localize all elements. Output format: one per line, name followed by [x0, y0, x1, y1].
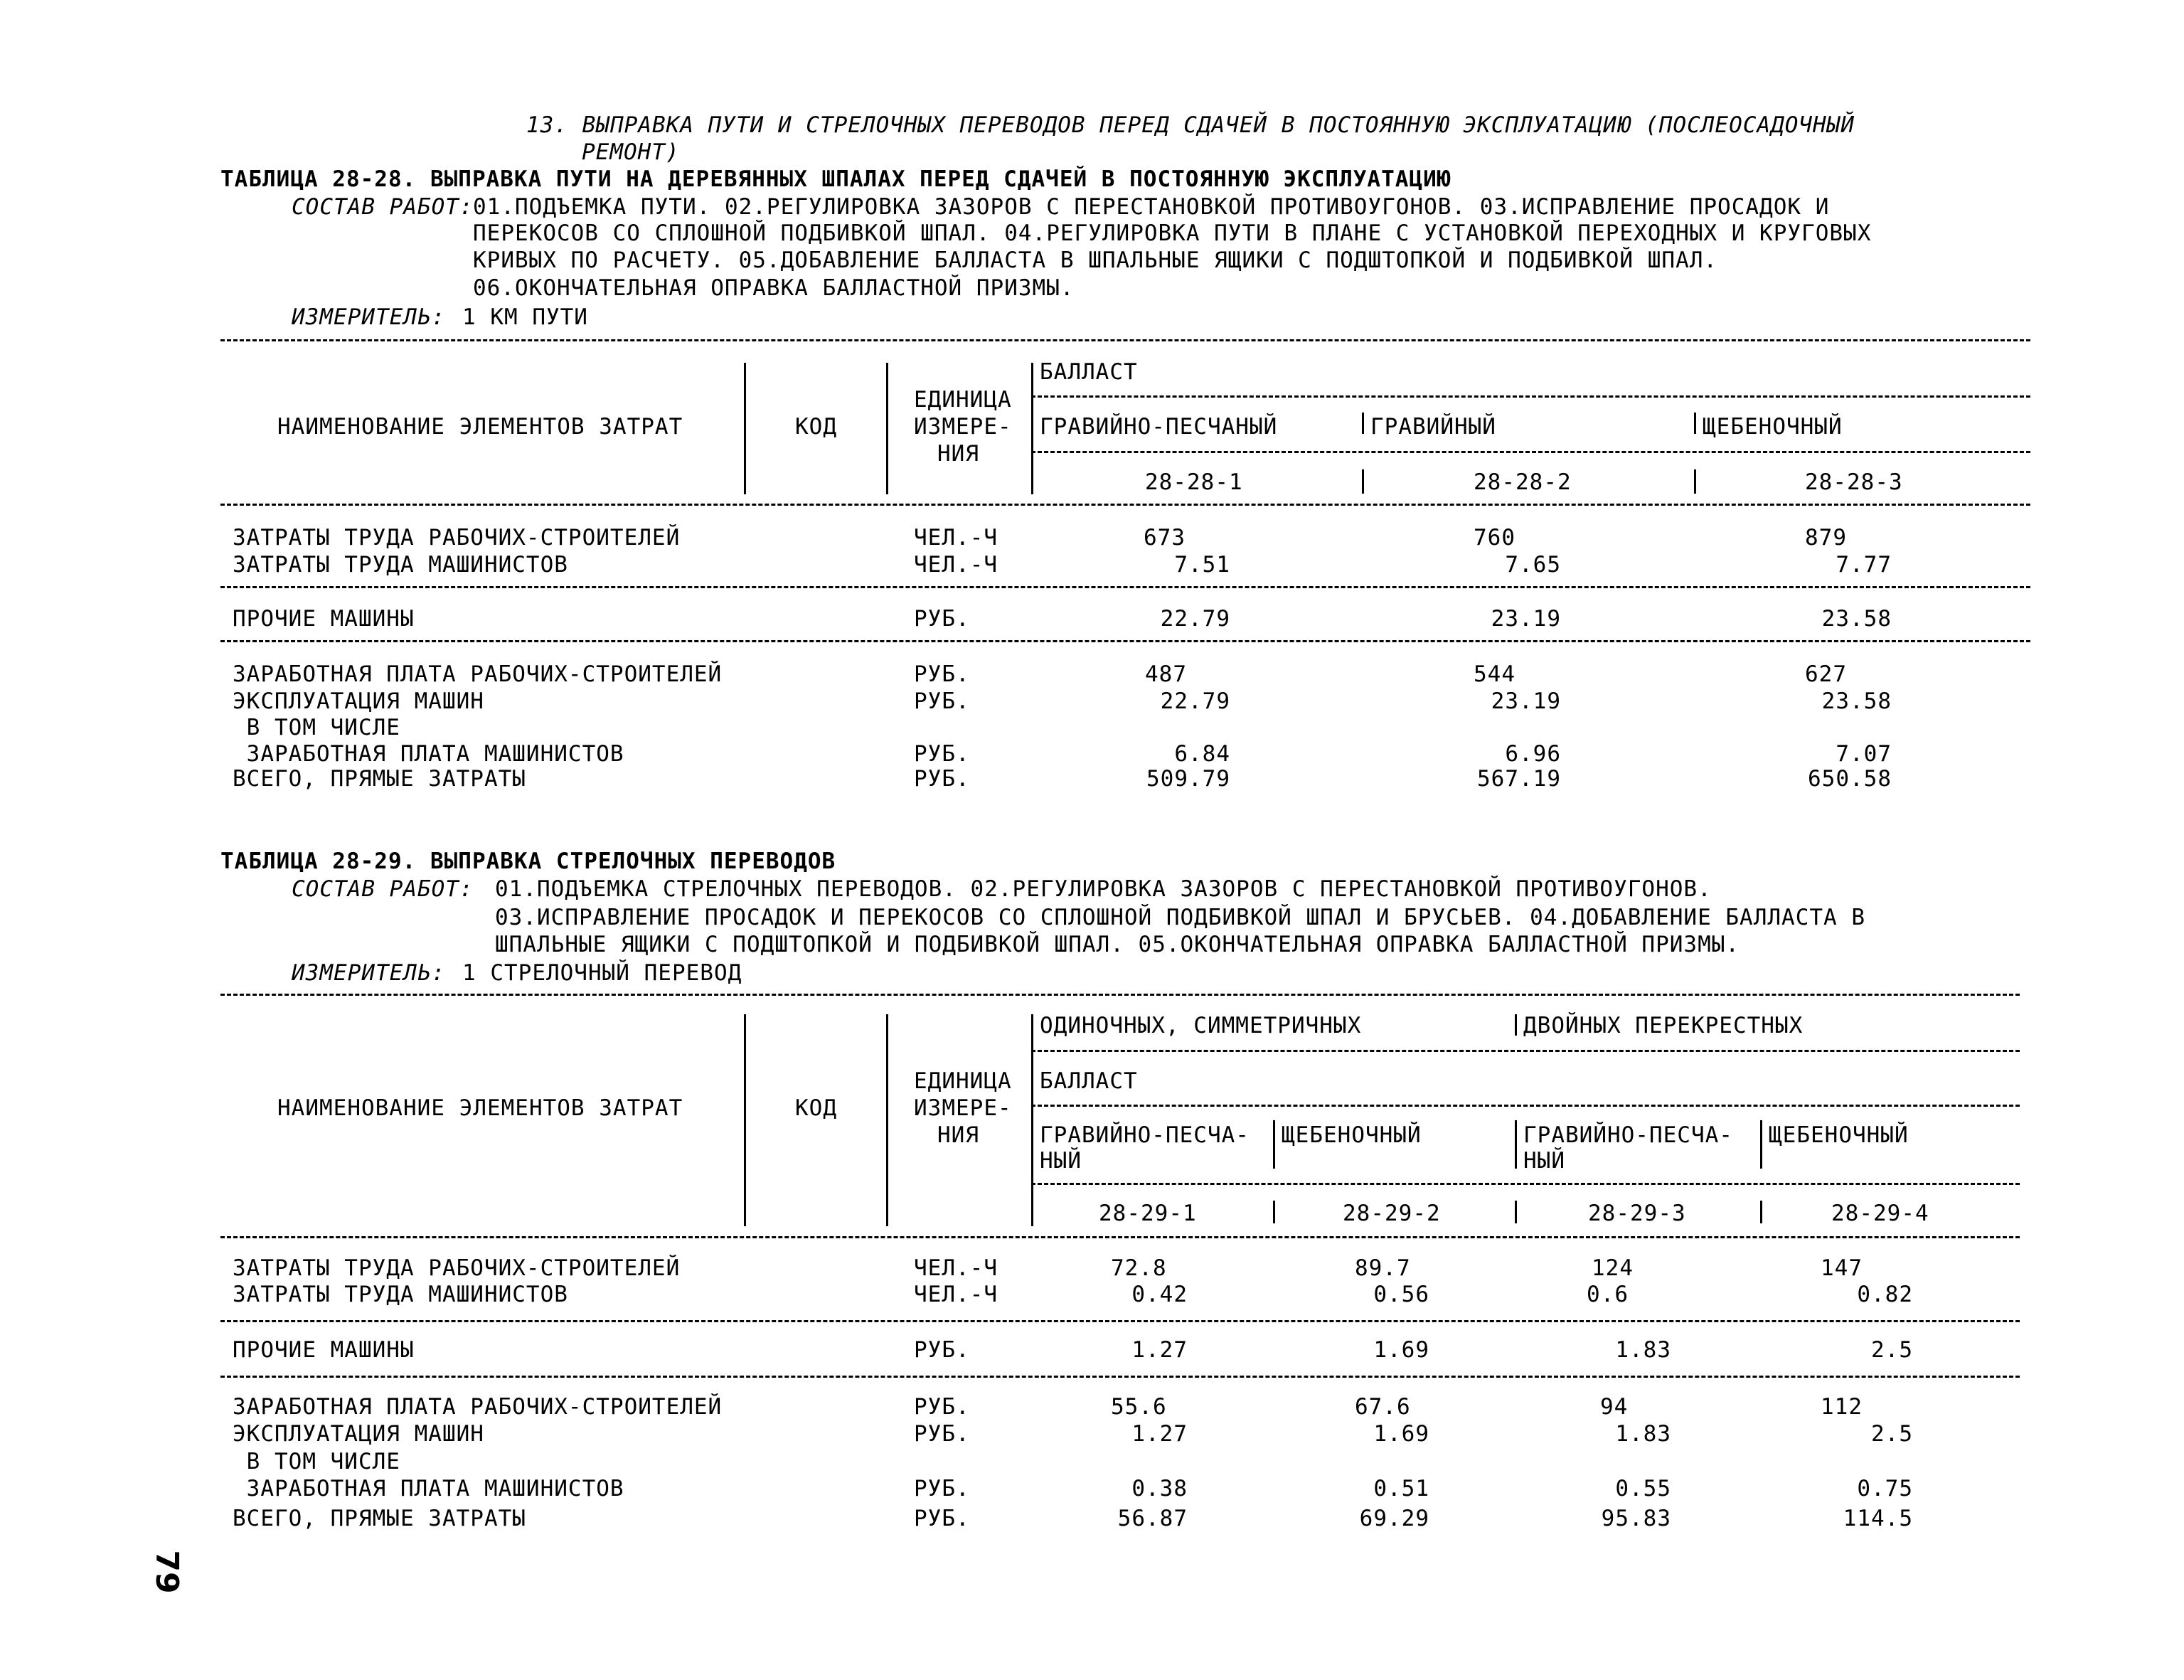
table2-rule-top	[220, 994, 2020, 996]
table2-type-header: НЫЙ	[1040, 1148, 1082, 1174]
table1-izmer-value: 1 КМ ПУТИ	[462, 304, 588, 330]
row-name: ЭКСПЛУАТАЦИЯ МАШИН	[233, 1421, 484, 1447]
row-value: 0.82	[1857, 1282, 1913, 1307]
table2-col-divider	[1031, 1014, 1033, 1226]
row-value: 114.5	[1843, 1506, 1913, 1531]
table2-col-divider	[1515, 1014, 1517, 1036]
table2-izmer-value: 1 СТРЕЛОЧНЫЙ ПЕРЕВОД	[462, 960, 742, 986]
table1-col-unit: ИЗМЕРЕ-	[914, 414, 1012, 440]
table1-col-name: НАИМЕНОВАНИЕ ЭЛЕМЕНТОВ ЗАТРАТ	[277, 414, 683, 440]
table2-sostav-line: 03.ИСПРАВЛЕНИЕ ПРОСАДОК И ПЕРЕКОСОВ СО СПЛОШНОЙ ПОДБИВКОЙ ШПАЛ И БРУСЬЕВ. 04.ДОБАВЛЕНИЕ БАЛЛАСТА В	[495, 905, 1866, 930]
row-value: 112	[1821, 1394, 1863, 1420]
table2-group-header: ДВОЙНЫХ ПЕРЕКРЕСТНЫХ	[1523, 1013, 1804, 1038]
row-value: 23.58	[1821, 689, 1892, 714]
table2-izmer-label: ИЗМЕРИТЕЛЬ:	[292, 960, 446, 986]
row-unit: РУБ.	[914, 689, 970, 714]
row-value: 7.51	[1174, 552, 1230, 578]
table1-col-divider	[1694, 413, 1696, 434]
table2-code: 28-29-1	[1099, 1201, 1197, 1226]
row-value: 72.8	[1111, 1255, 1167, 1281]
row-name: В ТОМ ЧИСЛЕ	[233, 715, 400, 740]
table2-col-divider	[1515, 1120, 1517, 1169]
row-unit: РУБ.	[914, 741, 970, 767]
table2-col-unit: НИЯ	[937, 1122, 979, 1148]
row-value: 23.58	[1821, 606, 1892, 632]
row-unit: РУБ.	[914, 1337, 970, 1363]
row-value: 0.56	[1373, 1282, 1429, 1307]
row-unit: РУБ.	[914, 1421, 970, 1447]
table2-col-kod: КОД	[795, 1095, 837, 1121]
row-value: 67.6	[1355, 1394, 1411, 1420]
table2-type-header: ГРАВИЙНО-ПЕСЧА-	[1040, 1122, 1250, 1148]
row-value: 94	[1600, 1394, 1629, 1420]
row-value: 7.65	[1505, 552, 1561, 578]
row-value: 95.83	[1601, 1506, 1671, 1531]
table2-col-divider	[1760, 1120, 1762, 1169]
row-value: 544	[1474, 661, 1516, 687]
table2-col-divider	[1760, 1201, 1762, 1223]
table2-col-divider	[1515, 1201, 1517, 1223]
table1-type-header: ГРАВИЙНО-ПЕСЧАНЫЙ	[1040, 414, 1278, 440]
table1-ballast-header: БАЛЛАСТ	[1040, 359, 1138, 385]
table2-sostav-line: ШПАЛЬНЫЕ ЯЩИКИ С ПОДШТОПКОЙ И ПОДБИВКОЙ ШПАЛ. 05.ОКОНЧАТЕЛЬНАЯ ОПРАВКА БАЛЛАСТНОЙ ПРИЗМЫ.	[495, 932, 1740, 957]
row-unit: РУБ.	[914, 661, 970, 687]
page-number: 79	[149, 1550, 185, 1594]
row-unit: РУБ.	[914, 1506, 970, 1531]
row-value: 879	[1805, 525, 1847, 551]
row-value: 23.19	[1491, 689, 1561, 714]
table2-sostav-line: 01.ПОДЪЕМКА СТРЕЛОЧНЫХ ПЕРЕВОДОВ. 02.РЕГУЛИРОВКА ЗАЗОРОВ С ПЕРЕСТАНОВКОЙ ПРОТИВОУГОНОВ.	[495, 876, 1712, 902]
row-value: 6.96	[1505, 741, 1561, 767]
row-name: ПРОЧИЕ МАШИНЫ	[233, 606, 415, 632]
table2-sostav-label: СОСТАВ РАБОТ:	[292, 876, 474, 902]
row-value: 1.83	[1615, 1421, 1671, 1447]
table1-col-divider	[744, 363, 746, 494]
table2-col-divider	[1273, 1201, 1275, 1223]
table2-col-name: НАИМЕНОВАНИЕ ЭЛЕМЕНТОВ ЗАТРАТ	[277, 1095, 683, 1121]
table2-rule-group	[1031, 1050, 2020, 1052]
row-value: 89.7	[1355, 1255, 1411, 1281]
row-value: 487	[1145, 661, 1187, 687]
row-value: 1.69	[1373, 1337, 1429, 1363]
table2-col-divider	[1273, 1120, 1275, 1169]
table2-code: 28-29-4	[1831, 1201, 1929, 1226]
table1-type-header: ГРАВИЙНЫЙ	[1370, 414, 1496, 440]
row-name: ВСЕГО, ПРЯМЫЕ ЗАТРАТЫ	[233, 1506, 526, 1531]
row-name: В ТОМ ЧИСЛЕ	[233, 1449, 400, 1474]
row-value: 55.6	[1111, 1394, 1167, 1420]
table1-sostav-line: 01.ПОДЪЕМКА ПУТИ. 02.РЕГУЛИРОВКА ЗАЗОРОВ С ПЕРЕСТАНОВКОЙ ПРОТИВОУГОНОВ. 03.ИСПРАВЛЕНИЕ ПРОСАДОК И	[473, 194, 1830, 220]
table2-title: ТАБЛИЦА 28-29. ВЫПРАВКА СТРЕЛОЧНЫХ ПЕРЕВОДОВ	[220, 849, 836, 874]
row-name: ЗАРАБОТНАЯ ПЛАТА РАБОЧИХ-СТРОИТЕЛЕЙ	[233, 1394, 723, 1420]
table2-type-header: ГРАВИЙНО-ПЕСЧА-	[1523, 1122, 1733, 1148]
row-value: 22.79	[1160, 689, 1230, 714]
row-value: 2.5	[1871, 1421, 1913, 1447]
row-value: 0.42	[1131, 1282, 1188, 1307]
table1-izmer-label: ИЗМЕРИТЕЛЬ:	[292, 304, 446, 330]
row-value: 650.58	[1808, 766, 1892, 792]
table2-rule-group2	[220, 1376, 2020, 1378]
table2-code: 28-29-3	[1588, 1201, 1686, 1226]
row-unit: ЧЕЛ.-Ч	[914, 552, 998, 578]
row-value: 22.79	[1160, 606, 1230, 632]
table1-type-header: ЩЕБЕНОЧНЫЙ	[1703, 414, 1843, 440]
row-name: ЗАТРАТЫ ТРУДА РАБОЧИХ-СТРОИТЕЛЕЙ	[233, 1255, 681, 1281]
table1-sostav-line: 06.ОКОНЧАТЕЛЬНАЯ ОПРАВКА БАЛЛАСТНОЙ ПРИЗМЫ.	[473, 275, 1075, 301]
row-value: 0.55	[1615, 1476, 1671, 1501]
row-unit: РУБ.	[914, 1476, 970, 1501]
row-value: 6.84	[1174, 741, 1230, 767]
table1-sostav-line: КРИВЫХ ПО РАСЧЕТУ. 05.ДОБАВЛЕНИЕ БАЛЛАСТА В ШПАЛЬНЫЕ ЯЩИКИ С ПОДШТОПКОЙ И ПОДБИВКОЙ ШПАЛ.	[473, 248, 1718, 273]
table2-rule-codes	[1031, 1183, 2020, 1185]
row-value: 7.77	[1836, 552, 1892, 578]
row-value: 124	[1592, 1255, 1634, 1281]
row-value: 0.6	[1587, 1282, 1629, 1307]
row-value: 760	[1474, 525, 1516, 551]
row-value: 23.19	[1491, 606, 1561, 632]
row-value: 627	[1805, 661, 1847, 687]
row-value: 56.87	[1117, 1506, 1188, 1531]
row-unit: РУБ.	[914, 606, 970, 632]
row-name: ВСЕГО, ПРЯМЫЕ ЗАТРАТЫ	[233, 766, 526, 792]
row-value: 1.27	[1131, 1337, 1188, 1363]
row-value: 1.27	[1131, 1421, 1188, 1447]
row-unit: ЧЕЛ.-Ч	[914, 1282, 998, 1307]
row-name: ЭКСПЛУАТАЦИЯ МАШИН	[233, 689, 484, 714]
row-name: ЗАРАБОТНАЯ ПЛАТА МАШИНИСТОВ	[233, 741, 624, 767]
table2-col-divider	[744, 1014, 746, 1226]
row-unit: РУБ.	[914, 766, 970, 792]
table1-col-divider	[1694, 469, 1696, 494]
row-name: ЗАРАБОТНАЯ ПЛАТА РАБОЧИХ-СТРОИТЕЛЕЙ	[233, 661, 723, 687]
row-name: ЗАРАБОТНАЯ ПЛАТА МАШИНИСТОВ	[233, 1476, 624, 1501]
table2-type-header: ЩЕБЕНОЧНЫЙ	[1282, 1122, 1422, 1148]
table1-col-divider	[886, 363, 888, 494]
row-value: 567.19	[1477, 766, 1561, 792]
row-value: 7.07	[1836, 741, 1892, 767]
table1-rule-top	[220, 339, 2030, 341]
row-name: ЗАТРАТЫ ТРУДА РАБОЧИХ-СТРОИТЕЛЕЙ	[233, 525, 681, 551]
table1-sostav-line: ПЕРЕКОСОВ СО СПЛОШНОЙ ПОДБИВКОЙ ШПАЛ. 04.РЕГУЛИРОВКА ПУТИ В ПЛАНЕ С УСТАНОВКОЙ ПЕРЕХОДНЫХ И КРУГОВЫХ	[473, 220, 1872, 246]
row-value: 0.38	[1131, 1476, 1188, 1501]
table1-rule-types	[1031, 451, 2030, 453]
row-name: ЗАТРАТЫ ТРУДА МАШИНИСТОВ	[233, 552, 568, 578]
table1-title: ТАБЛИЦА 28-28. ВЫПРАВКА ПУТИ НА ДЕРЕВЯННЫХ ШПАЛАХ ПЕРЕД СДАЧЕЙ В ПОСТОЯННУЮ ЭКСПЛУАТАЦИЮ	[220, 166, 1451, 192]
table2-ballast-header: БАЛЛАСТ	[1040, 1068, 1138, 1094]
table1-col-unit: ЕДИНИЦА	[914, 387, 1012, 413]
row-value: 509.79	[1146, 766, 1230, 792]
table2-rule-ballast	[1031, 1105, 2020, 1107]
row-name: ЗАТРАТЫ ТРУДА МАШИНИСТОВ	[233, 1282, 568, 1307]
section-title-line2: РЕМОНТ)	[582, 139, 680, 165]
row-unit: РУБ.	[914, 1394, 970, 1420]
table1-col-unit: НИЯ	[937, 441, 979, 467]
row-value: 0.75	[1857, 1476, 1913, 1501]
row-value: 673	[1144, 525, 1186, 551]
table2-rule-header-bottom	[220, 1236, 2020, 1238]
table1-rule-group1	[220, 586, 2030, 588]
table2-col-unit: ИЗМЕРЕ-	[914, 1095, 1012, 1121]
row-value: 2.5	[1871, 1337, 1913, 1363]
table2-type-header: ЩЕБЕНОЧНЫЙ	[1769, 1122, 1909, 1148]
table1-code: 28-28-3	[1805, 469, 1903, 495]
table1-rule-ballast	[1031, 395, 2030, 398]
table1-col-divider	[1362, 413, 1364, 434]
section-title-line1: 13. ВЫПРАВКА ПУТИ И СТРЕЛОЧНЫХ ПЕРЕВОДОВ ПЕРЕД СДАЧЕЙ В ПОСТОЯННУЮ ЭКСПЛУАТАЦИЮ (ПОСЛЕОСАДОЧНЫЙ	[526, 112, 1855, 138]
table2-col-divider	[886, 1014, 888, 1226]
table2-rule-group1	[220, 1320, 2020, 1322]
row-value: 147	[1821, 1255, 1863, 1281]
table1-col-divider	[1031, 363, 1033, 494]
table2-group-header: ОДИНОЧНЫХ, СИММЕТРИЧНЫХ	[1040, 1013, 1362, 1038]
row-value: 1.83	[1615, 1337, 1671, 1363]
table1-code: 28-28-2	[1474, 469, 1572, 495]
row-unit: ЧЕЛ.-Ч	[914, 1255, 998, 1281]
row-value: 69.29	[1359, 1506, 1429, 1531]
row-value: 1.69	[1373, 1421, 1429, 1447]
table2-code: 28-29-2	[1343, 1201, 1441, 1226]
table1-col-divider	[1362, 469, 1364, 494]
table1-sostav-label: СОСТАВ РАБОТ:	[292, 194, 474, 220]
table2-type-header: НЫЙ	[1523, 1148, 1565, 1174]
table1-rule-group2	[220, 640, 2030, 642]
row-name: ПРОЧИЕ МАШИНЫ	[233, 1337, 415, 1363]
table2-col-unit: ЕДИНИЦА	[914, 1068, 1012, 1094]
table1-code: 28-28-1	[1145, 469, 1243, 495]
row-value: 0.51	[1373, 1476, 1429, 1501]
table1-col-kod: КОД	[795, 414, 837, 440]
row-unit: ЧЕЛ.-Ч	[914, 525, 998, 551]
table1-rule-header-bottom	[220, 504, 2030, 506]
